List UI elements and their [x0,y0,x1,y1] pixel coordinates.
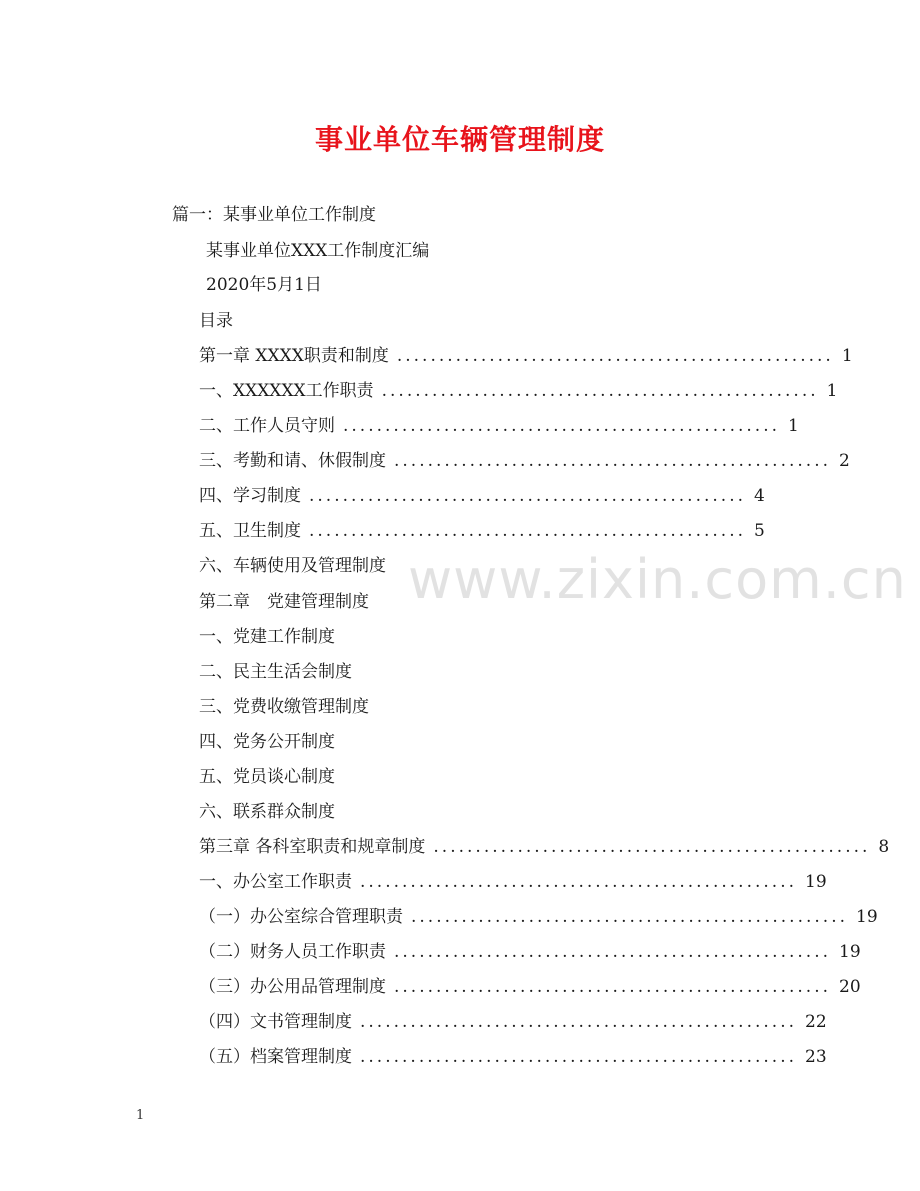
toc-entry [199,415,799,437]
toc-page-number: 1 [826,381,838,401]
page-number: 1 [136,1108,145,1123]
toc-page-number: 8 [878,837,890,857]
toc-entry-label: （四）文书管理制度 [199,1012,352,1032]
toc-leader-dots: .................................................... [343,416,780,436]
toc-leader-dots: .................................................... [360,1012,797,1032]
document-title: 事业单位车辆管理制度 [314,123,605,156]
toc-entry: 四、党务公开制度 [199,732,335,752]
toc-entry [199,1011,827,1033]
toc-leader-dots: .................................................... [394,451,831,471]
toc-entry-label: 三、考勤和请、休假制度 [199,451,386,471]
toc-leader-dots: .................................................... [381,381,819,401]
toc-entry-label: 四、学习制度 [199,486,301,506]
watermark: www.zixin.com.cn [408,548,907,611]
toc-leader-dots: .................................................... [394,977,831,997]
toc-leader-dots: .................................................... [360,1047,797,1067]
document-date: 2020年5月1日 [206,275,322,295]
toc-entry [199,520,765,542]
toc-page-number: 1 [788,416,799,436]
toc-entry-label: 一、办公室工作职责 [199,872,352,892]
document-subtitle: 某事业单位XXX工作制度汇编 [206,241,430,261]
toc-entry [199,941,861,963]
toc-entry-label: 一、XXXXXX工作职责 [199,381,374,401]
toc-entry [199,871,827,893]
toc-page-number: 2 [839,451,850,471]
toc-leader-dots: .................................................... [360,872,797,892]
toc-entry [199,345,853,367]
toc-leader-dots: .................................................... [394,942,831,962]
toc-entry: 一、党建工作制度 [199,627,335,647]
toc-entry-label: （三）办公用品管理制度 [199,977,386,997]
toc-entry [199,450,850,472]
toc-entry [199,1046,827,1068]
toc-entry [199,836,890,858]
toc-leader-dots: .................................................... [309,521,746,541]
toc-entry: 三、党费收缴管理制度 [199,697,369,717]
toc-entry: 二、民主生活会制度 [199,662,352,682]
toc-entry-label: （一）办公室综合管理职责 [199,907,403,927]
toc-entry-label: （二）财务人员工作职责 [199,942,386,962]
toc-entry-label: （五）档案管理制度 [199,1047,352,1067]
toc-leader-dots: .................................................... [309,486,746,506]
toc-page-number: 20 [839,977,861,997]
toc-entry: 六、车辆使用及管理制度 [199,556,386,576]
toc-entry: 六、联系群众制度 [199,802,335,822]
toc-entry-label: 第一章 XXXX职责和制度 [199,346,389,366]
toc-heading: 目录 [199,311,233,331]
toc-page-number: 19 [839,942,861,962]
toc-entry-label: 二、工作人员守则 [199,416,335,436]
toc-leader-dots: .................................................... [411,907,848,927]
toc-entry [199,380,838,402]
toc-entry-label: 第三章 各科室职责和规章制度 [199,837,426,857]
toc-entry [199,906,878,928]
toc-page-number: 5 [754,521,765,541]
toc-page-number: 19 [805,872,827,892]
toc-entry-label: 五、卫生制度 [199,521,301,541]
toc-leader-dots: .................................................... [433,837,871,857]
toc-leader-dots: .................................................... [396,346,834,366]
toc-page-number: 1 [841,346,853,366]
toc-entry [199,485,765,507]
toc-entry: 五、党员谈心制度 [199,767,335,787]
toc-page-number: 19 [856,907,878,927]
section-heading: 篇一：某事业单位工作制度 [172,205,376,225]
toc-page-number: 23 [805,1047,827,1067]
toc-entry: 第二章 党建管理制度 [199,592,369,612]
toc-page-number: 4 [754,486,765,506]
toc-entry [199,976,861,998]
toc-page-number: 22 [805,1012,827,1032]
